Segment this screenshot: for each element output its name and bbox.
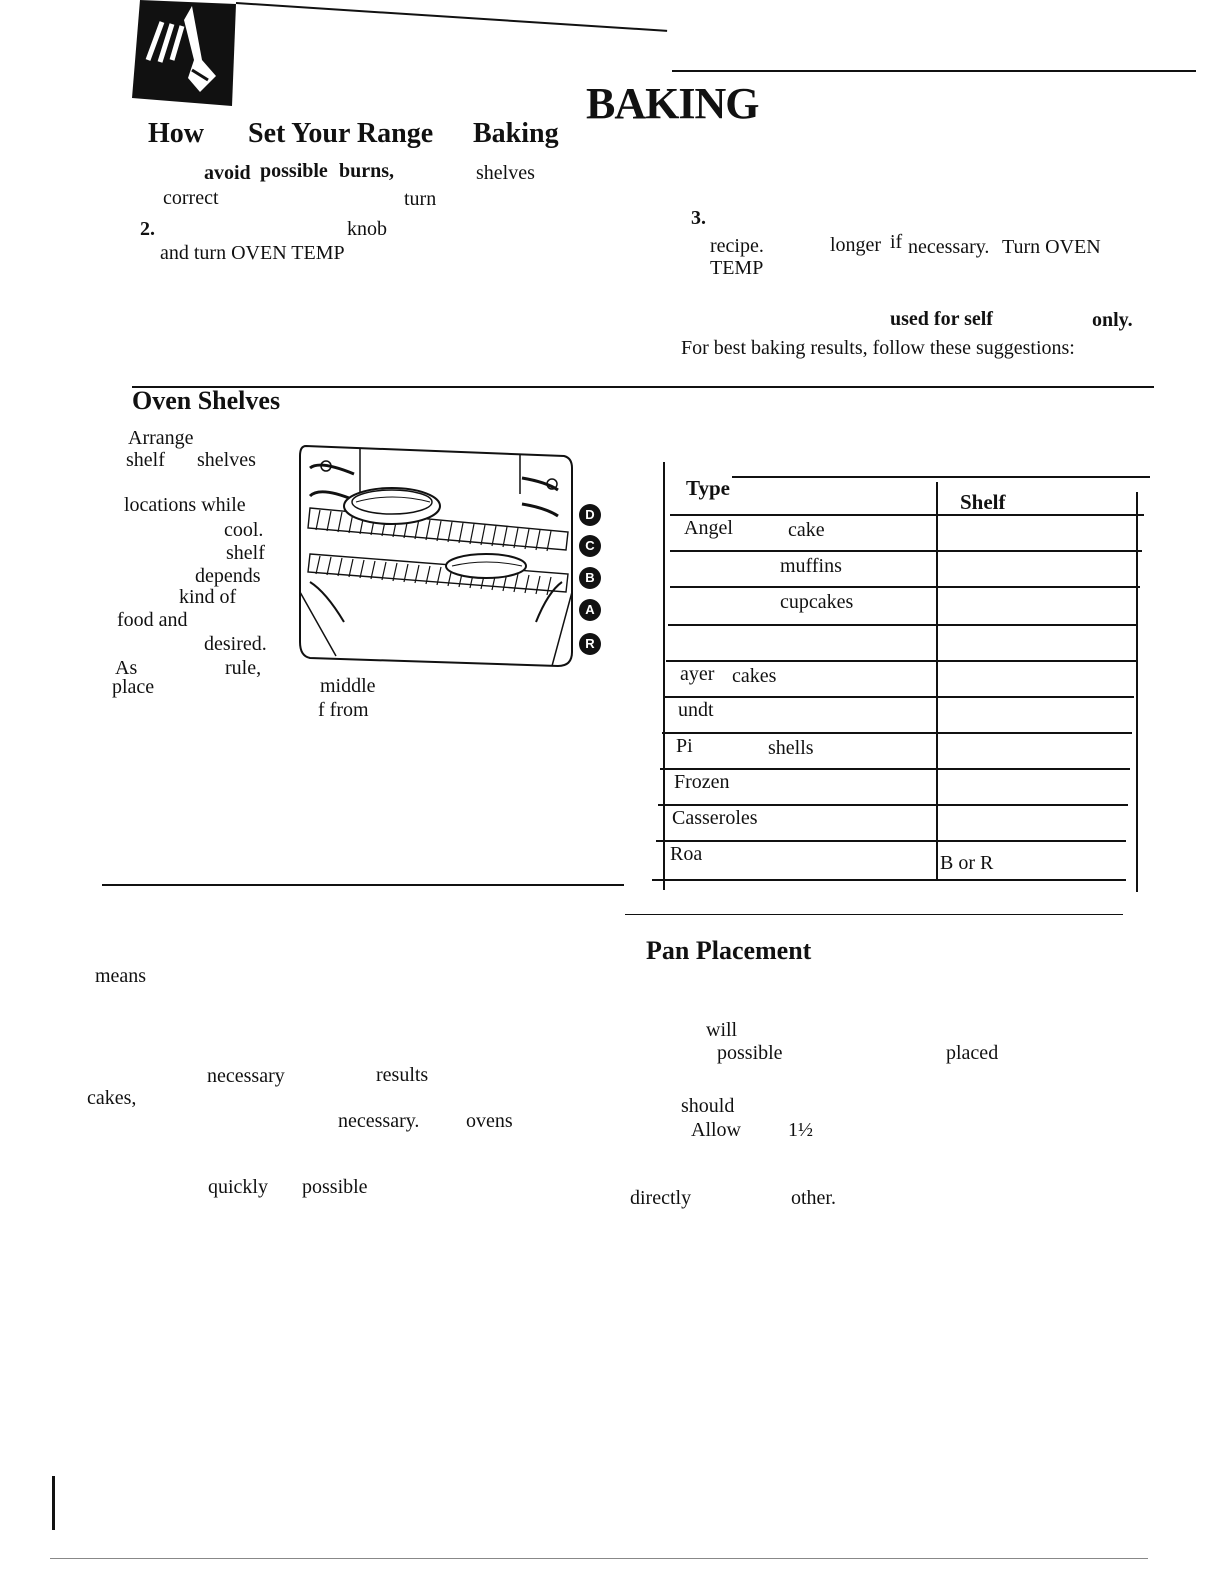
- shelves-word: f from: [318, 699, 369, 721]
- rack-bar: [459, 523, 463, 543]
- shelves-word: shelf: [226, 542, 265, 564]
- preheating-word: ovens: [466, 1110, 513, 1132]
- rack-bar: [338, 512, 342, 532]
- table-row-rule: [656, 840, 1126, 842]
- rack-bar: [470, 524, 474, 544]
- rack-bar: [503, 527, 507, 547]
- subtitle-how: How: [148, 118, 204, 149]
- step-number-2: 2.: [140, 218, 155, 240]
- table-column-divider: [936, 482, 938, 880]
- preheating-word: means: [95, 965, 147, 987]
- step-number-3: 3.: [691, 207, 706, 229]
- table-row-type-cell: shells: [768, 737, 814, 759]
- shelves-word: cool.: [224, 519, 264, 541]
- pan-word: 1½: [788, 1119, 813, 1141]
- table-row-rule: [664, 696, 1134, 698]
- pan-word: other.: [791, 1187, 836, 1209]
- section-rule-preheating: [102, 884, 624, 886]
- table-row-type-cell: Roa: [670, 843, 703, 865]
- shelf-position-d-badge: D: [579, 504, 601, 526]
- step-word: avoid: [204, 162, 251, 184]
- table-row-type-cell: cake: [788, 519, 825, 541]
- step-word: knob: [347, 218, 387, 240]
- header-logo-icon: [132, 0, 236, 106]
- oven-interior-illustration: [296, 442, 576, 672]
- table-header-type: Type: [686, 476, 730, 500]
- page-bottom-rule: [50, 1558, 1148, 1559]
- rack-bar: [536, 576, 540, 594]
- step-word: longer: [830, 234, 882, 256]
- table-row-type-cell: Casseroles: [672, 807, 758, 829]
- rack-bar: [371, 561, 375, 579]
- step-word: recipe.: [710, 235, 764, 257]
- table-row-rule: [666, 660, 1136, 662]
- pan-word: placed: [946, 1042, 999, 1064]
- step-word: correct: [163, 187, 219, 209]
- rack-bar: [547, 577, 551, 595]
- rack-bar: [448, 522, 452, 542]
- shelves-word: food and: [117, 609, 188, 631]
- shelves-word: shelf: [126, 449, 165, 471]
- shelves-word: depends: [195, 565, 261, 587]
- rack-bar: [327, 557, 331, 575]
- table-top-rule: [732, 476, 1150, 478]
- preheating-word: results: [376, 1064, 429, 1086]
- table-left-border: [663, 462, 665, 890]
- pan-word: directly: [630, 1187, 692, 1209]
- table-bottom-rule: [652, 879, 1126, 881]
- pan-word: Allow: [691, 1119, 741, 1141]
- shelves-word: rule,: [225, 657, 262, 679]
- table-row-type-cell: ayer: [680, 663, 715, 685]
- step-line: and turn OVEN TEMP: [160, 242, 345, 264]
- header-rule-top: [236, 2, 667, 32]
- rack-bar: [514, 574, 518, 592]
- suggestions-line: For best baking results, follow these suggestions:: [681, 337, 1075, 359]
- section-rule-oven-shelves: [132, 386, 1154, 388]
- shelves-word: place: [112, 676, 155, 698]
- rack-bar: [525, 575, 529, 593]
- shelves-word: kind of: [179, 586, 237, 608]
- rack-bar: [481, 525, 485, 545]
- rack-bar: [492, 526, 496, 546]
- shelves-word: desired.: [204, 633, 267, 655]
- section-rule-pan-placement: [625, 914, 1123, 915]
- subtitle-baking: Baking: [473, 118, 559, 149]
- pan-word: should: [681, 1095, 735, 1117]
- step-word: only.: [1092, 309, 1133, 331]
- table-row-rule: [668, 624, 1138, 626]
- table-row-rule: [670, 586, 1140, 588]
- step-word: shelves: [476, 162, 535, 184]
- rack-bar: [426, 520, 430, 540]
- rack-bar: [437, 521, 441, 541]
- rack-bar: [514, 528, 518, 548]
- pan-placement-heading: Pan Placement: [646, 936, 812, 965]
- table-row-rule: [670, 550, 1142, 552]
- subtitle-set-your-range: Set Your Range: [248, 118, 434, 149]
- rack-bar: [316, 510, 320, 530]
- table-right-border: [1136, 492, 1138, 892]
- rack-bar: [327, 511, 331, 531]
- step-word: Turn OVEN: [1002, 236, 1101, 258]
- rack-bar: [338, 558, 342, 576]
- page-title: BAKING: [586, 79, 759, 128]
- table-row-type-cell: undt: [678, 699, 714, 721]
- shelves-word: middle: [320, 675, 376, 697]
- table-row-shelf-cell: B or R: [940, 852, 994, 874]
- table-header-shelf: Shelf: [960, 490, 1006, 514]
- step-word: possible: [260, 160, 328, 182]
- shelf-position-c-badge: C: [579, 535, 601, 557]
- preheating-word: necessary.: [338, 1110, 420, 1132]
- table-row-type-cell: Pi: [676, 735, 693, 757]
- pan-word: possible: [717, 1042, 783, 1064]
- header-rule-right: [672, 70, 1196, 72]
- page-margin-mark: [52, 1476, 55, 1530]
- rack-bar: [349, 559, 353, 577]
- table-row-rule: [662, 732, 1132, 734]
- table-row-rule: [670, 514, 1144, 516]
- table-row-type-cell: muffins: [780, 555, 842, 577]
- shelf-position-b-badge: B: [579, 567, 601, 589]
- table-row-type-cell: cakes: [732, 665, 777, 687]
- step-word: burns,: [339, 160, 395, 182]
- step-word: necessary.: [908, 236, 990, 258]
- preheating-word: quickly: [208, 1176, 268, 1198]
- shelves-word: Arrange: [128, 427, 194, 449]
- preheating-word: necessary: [207, 1065, 285, 1087]
- oven-shelves-heading: Oven Shelves: [132, 386, 281, 415]
- pan-word: will: [706, 1019, 738, 1041]
- shelf-position-r-badge: R: [579, 633, 601, 655]
- shelves-word: shelves: [197, 449, 256, 471]
- shelves-word: locations while: [124, 494, 246, 516]
- step-word: if: [890, 231, 903, 253]
- shelf-position-a-badge: A: [579, 599, 601, 621]
- preheating-word: possible: [302, 1176, 368, 1198]
- table-row-type-cell: cupcakes: [780, 591, 854, 613]
- step-word: turn: [404, 188, 437, 210]
- table-row-type-cell: Frozen: [674, 771, 730, 793]
- shelves-word: As: [115, 657, 138, 679]
- preheating-word: cakes,: [87, 1087, 137, 1109]
- rack-bar: [360, 560, 364, 578]
- rack-bar: [316, 556, 320, 574]
- table-row-rule: [658, 804, 1128, 806]
- step-word: used for self: [890, 308, 993, 330]
- table-row-rule: [660, 768, 1130, 770]
- table-row-type-cell: Angel: [684, 517, 733, 539]
- step-word: TEMP: [710, 257, 764, 279]
